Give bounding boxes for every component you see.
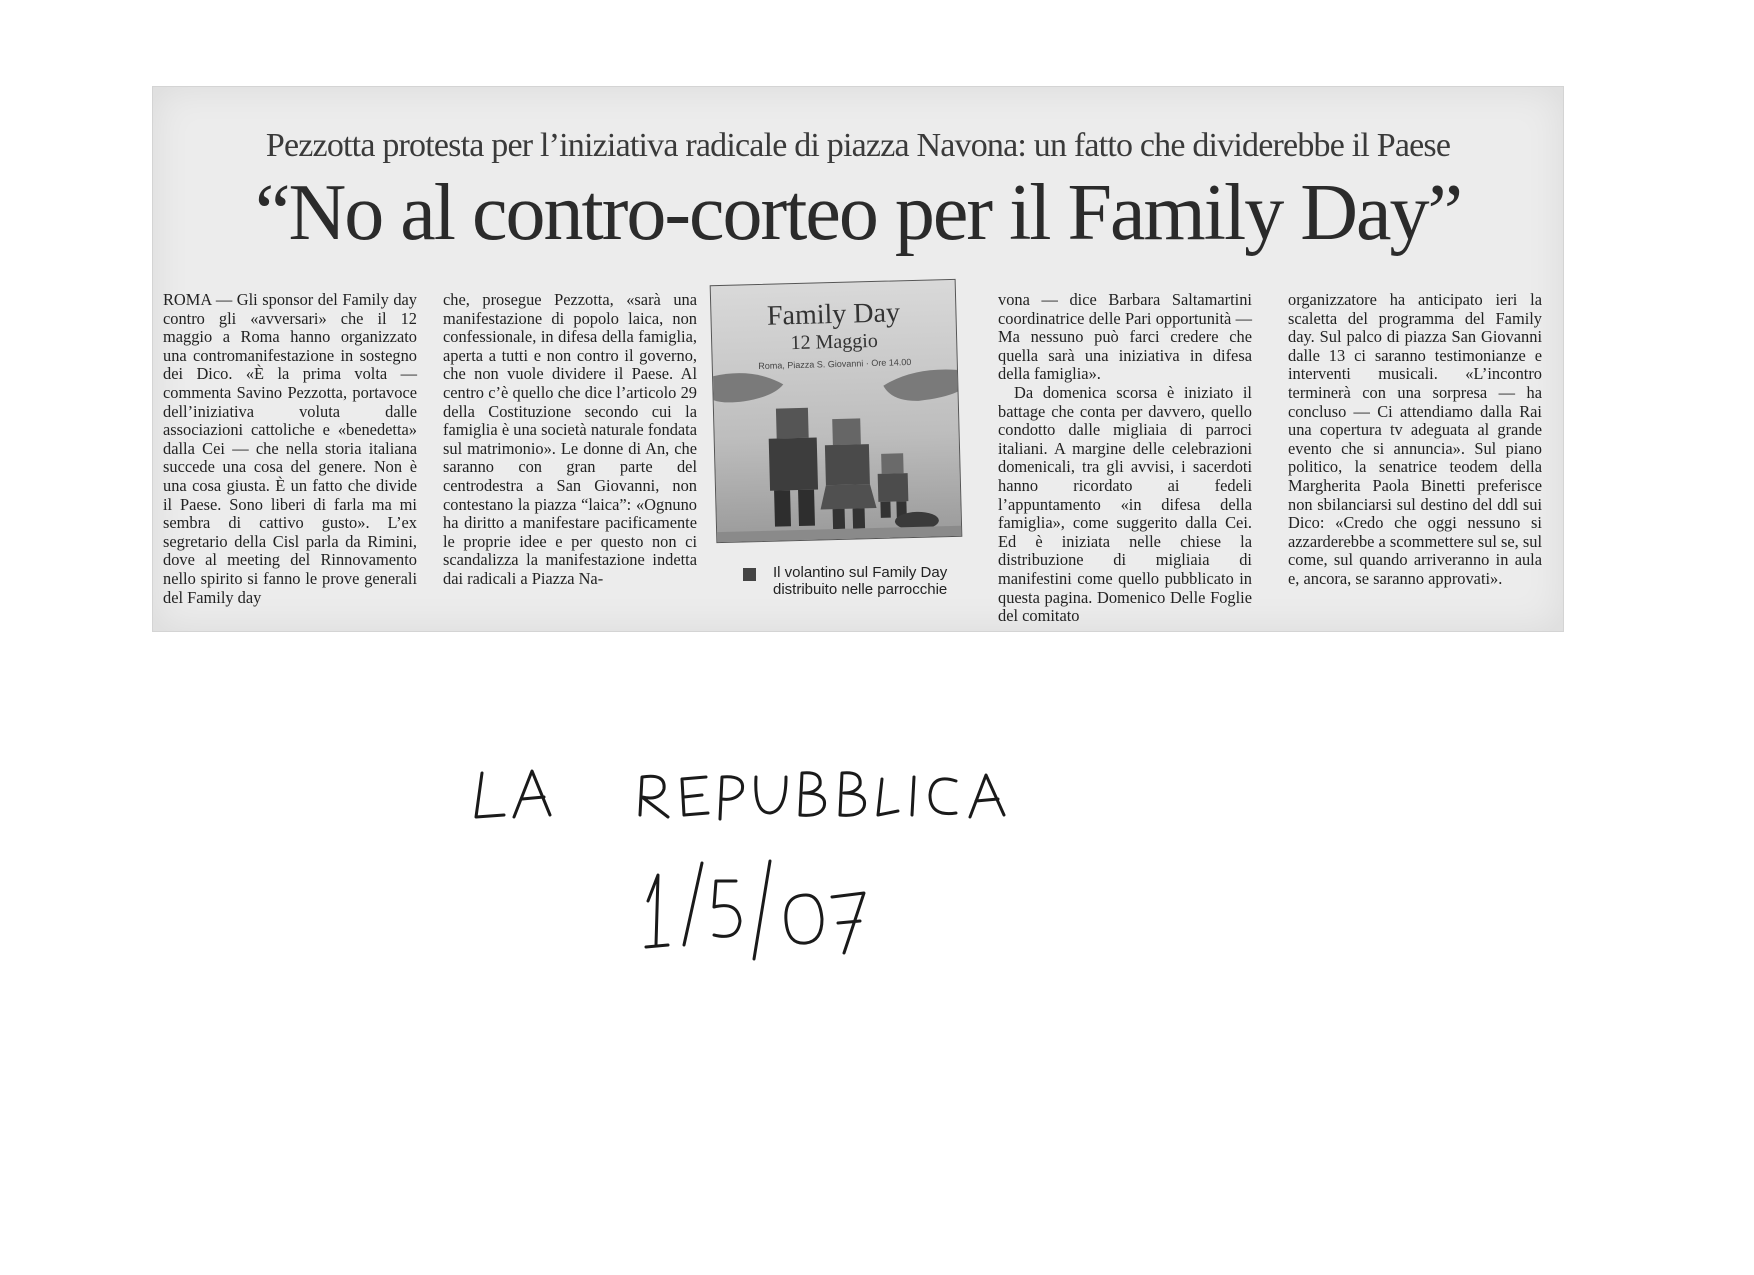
paragraph: vona — dice Barbara Saltamartini coordinatrice delle Pari opportunità — Ma nessuno può farci credere che quella sarà una iniziativa in difesa della famiglia». <box>998 290 1252 384</box>
photo-caption <box>743 564 953 598</box>
article-kicker: Pezzotta protesta per l’iniziativa radicale di piazza Navona: un fatto che dividerebbe il Paese <box>265 127 1451 164</box>
paragraph: ROMA — Gli sponsor del Family day contro gli «avversari» che il 12 maggio a Roma hanno organizzato una contromanifestazione in sostegno dei Dico. «È la prima volta — commenta Savino Pezzotta, portavoce dell’iniziativa voluta dalle associazioni cattoliche e «benedetta» dalla Cei — che nella storia italiana succede una cosa del genere. Non è una cosa giusta. È un fatto che divide il Paese. Sono liberi di farla ma mi sembra di cattivo gusto». L’ex segretario della Cisl parla da Rimini, dove al meeting del Rinnovamento nello spirito si fanno le prove generali del Family day <box>163 290 417 607</box>
flyer-date: 12 Maggio <box>790 329 879 355</box>
flyer-title: Family Day <box>766 297 901 332</box>
paragraph: Da domenica scorsa è iniziato il battage che conta per davvero, quello condotto dalle migliaia di parroci italiani. A margine delle celebrazioni domenicali, tra gli avvisi, i sacerdoti hanno ricordato ai fedeli l’appuntamento «in difesa della famiglia», come suggerito dalla Cei. Ed è iniziata nelle chiese la distribuzione di migliaia di manifestini come quello pubblicato in questa pagina. Domenico Delle Foglie del comitato <box>998 382 1252 626</box>
caption-marker <box>743 568 756 581</box>
paragraph: che, prosegue Pezzotta, «sarà una manifestazione di popolo laica, non confessionale, in difesa della famiglia, aperta a tutti e non contro il governo, che non vuole dividere il Paese. Al centro c’è quello che dice l’articolo 29 della Costituzione secondo cui la famiglia è una società naturale fondata sul matrimonio». Le donne di An, che saranno con gran parte del centrodestra a San Giovanni, non contestano la piazza “laica”: «Ognuno ha diritto a manifestare pacificamente le proprie idee e per questo non ci scandalizza la manifestazione indetta dai radicali a Piazza Na- <box>443 290 697 588</box>
caption-text: Il volantino sul Family Day distribuito nelle parrocchie <box>773 564 948 598</box>
newspaper-clipping <box>152 86 1564 632</box>
handwritten-annotation <box>470 755 1070 965</box>
family-figures-illustration <box>713 370 961 542</box>
article-column-3 <box>998 290 1252 626</box>
article-headline: “No al contro-corteo per il Family Day” <box>255 169 1461 257</box>
flyer-place: Roma, Piazza S. Giovanni · Ore 14.00 <box>758 357 912 372</box>
flyer-image <box>710 279 963 543</box>
photo-block <box>713 282 983 627</box>
paragraph: organizzatore ha anticipato ieri la scaletta del programma del Family day. Sul palco di piazza San Giovanni dalle 13 ci saranno testimonianze e interventi musicali. «L’incontro terminerà con una sorpresa — ha concluso — Ci attendiamo dalla Rai una copertura tv adeguata al grande evento che si annuncia». Sul piano politico, la senatrice teodem della Margherita Paola Binetti preferisce non sbilanciarsi sul destino del ddl sui Dico: «Credo che oggi nessuno si azzarderebbe a scommettere sul se, sul come, sul quando arriveranno in aula e, ancora, se saranno approvati». <box>1288 290 1542 588</box>
article-column-1 <box>163 291 417 611</box>
article-column-2 <box>443 291 697 611</box>
article-column-4 <box>1288 291 1542 611</box>
